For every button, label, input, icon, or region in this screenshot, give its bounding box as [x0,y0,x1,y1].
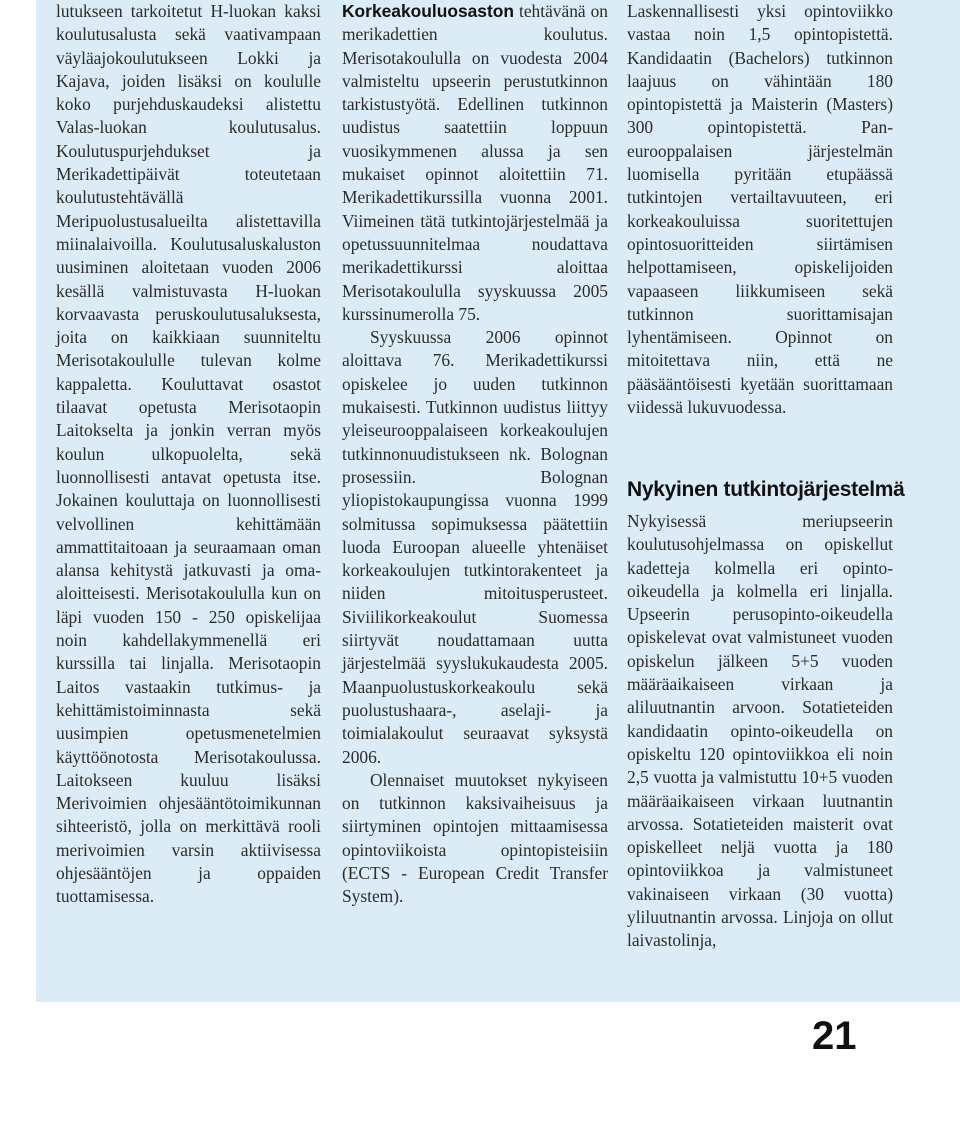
paragraph: Laskennallisesti yksi opintoviikko vastaa noin 1,5 opintopistettä. Kandidaatin (Bachelors) tutkinnon laajuus on vähintään 180 opintopistettä ja Maisterin (Masters) 300 opintopistettä. Pan-eurooppalaisen järjestelmän luomisella pyritään etupäässä tutkintojen vertailtavuuteen, eri korkeakouluissa suoritettujen opintosuoritteiden siirtämisen helpottamiseen, opiskelijoiden vapaaseen liikkumiseen sekä tutkinnon suorittamisajan lyhentämiseen. Opinnot on mitoitettava niin, että ne pääsääntöisesti kyetään suorittamaan viidessä lukuvuodessa. [627,1,893,418]
text-column-1 [56,0,321,909]
text-column-3-continued [627,510,893,953]
text-column-2 [342,0,608,909]
text-column-3 [627,0,893,419]
section-heading: Nykyinen tutkintojärjestelmä [627,478,905,501]
paragraph: Nykyisessä meriupseerin koulutusohjelmassa on opiskellut kadetteja kolmella eri opinto-oikeudella ja kolmella eri linjalla. Upseerin perusopinto-oikeudella opiskelevat ovat valmistuneet vuoden opiskelun jälkeen 5+5 vuoden määräaikaiseen virkaan ja aliluutnantin arvoon. Sotatieteiden kandidaatin opinto-oikeudella on opiskeltu 120 opintoviikkoa eli noin 2,5 vuotta ja valmistuttu 10+5 vuoden määräaikaiseen virkaan luutnantin arvossa. Sotatieteiden maisterit ovat opiskelleet neljä vuotta ja 180 opintoviikkoa ja valmistuneet vakinaiseen virkaan (30 vuotta) yliluutnantin arvossa. Linjoja on ollut laivastolinja, [627,511,893,951]
paragraph: Syyskuussa 2006 opinnot aloittava 76. Merikadettikurssi opiskelee jo uuden tutkinnon mukaisesti. Tutkinnon uudistus liittyy yleiseurooppalaiseen korkeakoulujen tutkinnonuudistukseen nk. Bolognan prosessiin. Bolognan yliopistokaupungissa vuonna 1999 solmitussa sopimuksessa päätettiin luoda Euroopan alueelle yhtenäiset korkeakoulujen tutkintorakenteet ja niiden mitoitusperusteet. Siviilikorkeakoulut Suomessa siirtyvät noudattamaan uutta järjestelmää syyslukukaudesta 2005. Maanpuolustuskorkeakoulu sekä puolustushaara-, aselaji- ja toimialakoulut seuraavat syksystä 2006. [342,327,608,767]
page-number: 21 [812,1014,857,1058]
paragraph: lutukseen tarkoitetut H-luokan kaksi koulutusalusta sekä vaativampaan väyläajokoulutukseen Lokki ja Kajava, joiden lisäksi on koululle koko purjehduskaudeksi alistettu Valas-luokan koulutusalus. Koulutuspurjehdukset ja Merikadettipäivät toteutetaan koulutustehtävällä Meripuolustusalueilta alistettavilla miinalaivoilla. Koulutusaluskaluston uusiminen aloitetaan vuoden 2006 kesällä valmistuvasta H-luokan korvaavasta peruskoulutusaluksesta, joita on kaikkiaan suunniteltu Merisotakoululle tulevan kolme kappaletta. Kouluttavat osastot tilaavat opetusta Merisotaopin Laitokselta ja jonkin verran myös koulun ulkopuolelta, sekä luonnollisesti antavat opetusta itse. Jokainen kouluttaja on luonnollisesti velvollinen kehittämään ammattitaitoaan ja seuraamaan oman alansa kehitystä jatkuvasti ja oma-aloitteisesti. Merisotakoululla kun on läpi vuoden 150 - 250 opiskelijaa noin kahdellakymmenellä eri kurssilla tai linjalla. Merisotaopin Laitos vastaakin tutkimus- ja kehittämistoiminnasta sekä uusimpien opetusmenetelmien käyttöönotosta Merisotakoulussa. Laitokseen kuuluu lisäksi Merivoimien ohjesääntötoimikunnan sihteeristö, jolla on merkittävä rooli merivoimien varsin aktiivisessa ohjesääntöjen ja oppaiden tuottamisessa. [56,1,321,907]
lead-in-term: Korkeakouluosaston [342,1,515,21]
paragraph [342,0,608,326]
paragraph: Olennaiset muutokset nykyiseen on tutkinnon kaksivaiheisuus ja siirtyminen opintojen mittaamisessa opintoviikoista opintopisteisiin (ECTS - European Credit Transfer System). [342,769,608,907]
paragraph-text: tehtävänä on merikadettien koulutus. Merisotakoululla on vuodesta 2004 valmisteltu upseerin perustutkinnon tarkistustyötä. Edellinen tutkinnon uudistus saatettiin loppuun vuosikymmenen alussa ja sen mukaiset opinnot aloitettiin 71. Merikadettikurssilla vuonna 2001. Viimeinen tätä tutkintojärjestelmää ja opetussuunnitelmaa noudattava merikadettikurssi aloittaa Merisotakoululla syyskuussa 2005 kurssinumerolla 75. [342,1,608,324]
